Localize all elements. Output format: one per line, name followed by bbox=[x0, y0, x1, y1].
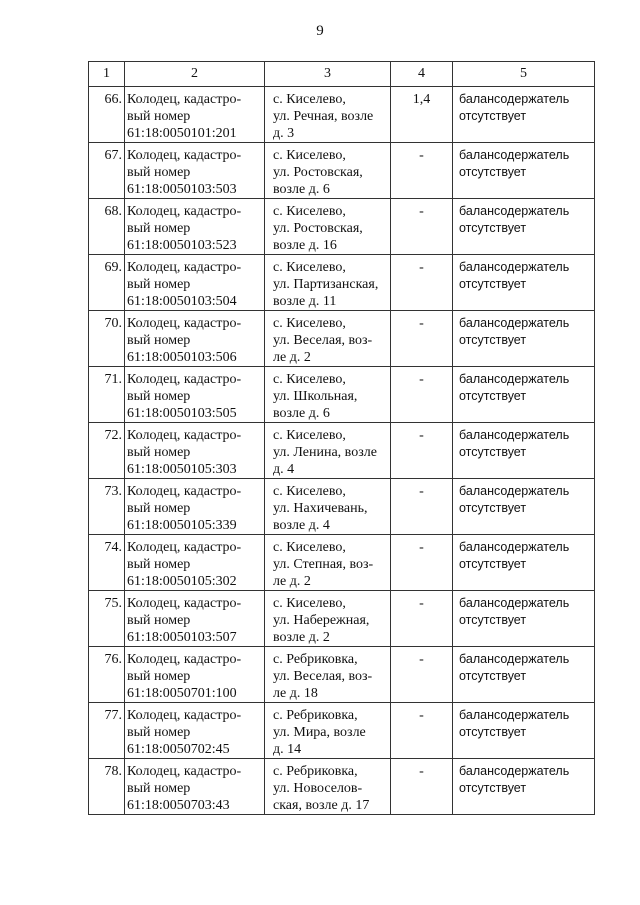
balance-holder-cell: балансодержатель отсутствует bbox=[453, 759, 595, 815]
length-cell: - bbox=[391, 647, 453, 703]
table-row bbox=[89, 591, 595, 647]
length-cell: - bbox=[391, 703, 453, 759]
row-number-cell: 76. bbox=[89, 647, 125, 703]
table-row bbox=[89, 87, 595, 143]
row-number-cell: 67. bbox=[89, 143, 125, 199]
address-cell: с. Киселево, ул. Степная, воз- ле д. 2 bbox=[265, 535, 391, 591]
row-number-cell: 71. bbox=[89, 367, 125, 423]
address-cell: с. Киселево, ул. Ростовская, возле д. 6 bbox=[265, 143, 391, 199]
table-row bbox=[89, 647, 595, 703]
balance-holder-cell: балансодержатель отсутствует bbox=[453, 87, 595, 143]
object-description-cell: Колодец, кадастро- вый номер 61:18:0050105:302 bbox=[125, 535, 265, 591]
object-description-cell: Колодец, кадастро- вый номер 61:18:0050105:303 bbox=[125, 423, 265, 479]
table-header-row bbox=[89, 62, 595, 87]
length-cell: - bbox=[391, 143, 453, 199]
table-row bbox=[89, 199, 595, 255]
balance-holder-cell: балансодержатель отсутствует bbox=[453, 647, 595, 703]
table-row bbox=[89, 759, 595, 815]
length-cell: 1,4 bbox=[391, 87, 453, 143]
row-number-cell: 72. bbox=[89, 423, 125, 479]
column-header-5: 5 bbox=[453, 62, 595, 87]
length-cell: - bbox=[391, 199, 453, 255]
object-description-cell: Колодец, кадастро- вый номер 61:18:0050105:339 bbox=[125, 479, 265, 535]
object-description-cell: Колодец, кадастро- вый номер 61:18:0050103:506 bbox=[125, 311, 265, 367]
row-number-cell: 70. bbox=[89, 311, 125, 367]
balance-holder-cell: балансодержатель отсутствует bbox=[453, 199, 595, 255]
row-number-cell: 78. bbox=[89, 759, 125, 815]
column-header-3: 3 bbox=[265, 62, 391, 87]
table-row bbox=[89, 703, 595, 759]
balance-holder-cell: балансодержатель отсутствует bbox=[453, 255, 595, 311]
object-description-cell: Колодец, кадастро- вый номер 61:18:0050701:100 bbox=[125, 647, 265, 703]
balance-holder-cell: балансодержатель отсутствует bbox=[453, 591, 595, 647]
address-cell: с. Киселево, ул. Партизанская, возле д. 11 bbox=[265, 255, 391, 311]
balance-holder-cell: балансодержатель отсутствует bbox=[453, 535, 595, 591]
object-description-cell: Колодец, кадастро- вый номер 61:18:0050101:201 bbox=[125, 87, 265, 143]
table-row bbox=[89, 143, 595, 199]
address-cell: с. Киселево, ул. Школьная, возле д. 6 bbox=[265, 367, 391, 423]
object-description-cell: Колодец, кадастро- вый номер 61:18:0050703:43 bbox=[125, 759, 265, 815]
table-row bbox=[89, 423, 595, 479]
table-row bbox=[89, 367, 595, 423]
balance-holder-cell: балансодержатель отсутствует bbox=[453, 143, 595, 199]
row-number-cell: 66. bbox=[89, 87, 125, 143]
length-cell: - bbox=[391, 479, 453, 535]
object-description-cell: Колодец, кадастро- вый номер 61:18:0050103:523 bbox=[125, 199, 265, 255]
length-cell: - bbox=[391, 367, 453, 423]
table-row bbox=[89, 479, 595, 535]
length-cell: - bbox=[391, 759, 453, 815]
row-number-cell: 75. bbox=[89, 591, 125, 647]
column-header-1: 1 bbox=[89, 62, 125, 87]
row-number-cell: 77. bbox=[89, 703, 125, 759]
address-cell: с. Киселево, ул. Ленина, возле д. 4 bbox=[265, 423, 391, 479]
row-number-cell: 73. bbox=[89, 479, 125, 535]
address-cell: с. Киселево, ул. Веселая, воз- ле д. 2 bbox=[265, 311, 391, 367]
address-cell: с. Киселево, ул. Ростовская, возле д. 16 bbox=[265, 199, 391, 255]
object-description-cell: Колодец, кадастро- вый номер 61:18:0050103:507 bbox=[125, 591, 265, 647]
row-number-cell: 68. bbox=[89, 199, 125, 255]
address-cell: с. Киселево, ул. Речная, возле д. 3 bbox=[265, 87, 391, 143]
length-cell: - bbox=[391, 311, 453, 367]
balance-holder-cell: балансодержатель отсутствует bbox=[453, 703, 595, 759]
table-row bbox=[89, 311, 595, 367]
address-cell: с. Ребриковка, ул. Новоселов- ская, возле д. 17 bbox=[265, 759, 391, 815]
object-description-cell: Колодец, кадастро- вый номер 61:18:0050103:503 bbox=[125, 143, 265, 199]
table-row bbox=[89, 535, 595, 591]
length-cell: - bbox=[391, 423, 453, 479]
row-number-cell: 74. bbox=[89, 535, 125, 591]
object-description-cell: Колодец, кадастро- вый номер 61:18:0050103:505 bbox=[125, 367, 265, 423]
table-row bbox=[89, 255, 595, 311]
object-description-cell: Колодец, кадастро- вый номер 61:18:0050103:504 bbox=[125, 255, 265, 311]
address-cell: с. Ребриковка, ул. Мира, возле д. 14 bbox=[265, 703, 391, 759]
object-description-cell: Колодец, кадастро- вый номер 61:18:0050702:45 bbox=[125, 703, 265, 759]
column-header-2: 2 bbox=[125, 62, 265, 87]
row-number-cell: 69. bbox=[89, 255, 125, 311]
balance-holder-cell: балансодержатель отсутствует bbox=[453, 367, 595, 423]
page-number: 9 bbox=[316, 23, 324, 39]
length-cell: - bbox=[391, 535, 453, 591]
address-cell: с. Киселево, ул. Набережная, возле д. 2 bbox=[265, 591, 391, 647]
address-cell: с. Ребриковка, ул. Веселая, воз- ле д. 18 bbox=[265, 647, 391, 703]
balance-holder-cell: балансодержатель отсутствует bbox=[453, 311, 595, 367]
address-cell: с. Киселево, ул. Нахичевань, возле д. 4 bbox=[265, 479, 391, 535]
length-cell: - bbox=[391, 591, 453, 647]
wells-registry-table bbox=[88, 61, 595, 815]
column-header-4: 4 bbox=[391, 62, 453, 87]
balance-holder-cell: балансодержатель отсутствует bbox=[453, 479, 595, 535]
length-cell: - bbox=[391, 255, 453, 311]
balance-holder-cell: балансодержатель отсутствует bbox=[453, 423, 595, 479]
